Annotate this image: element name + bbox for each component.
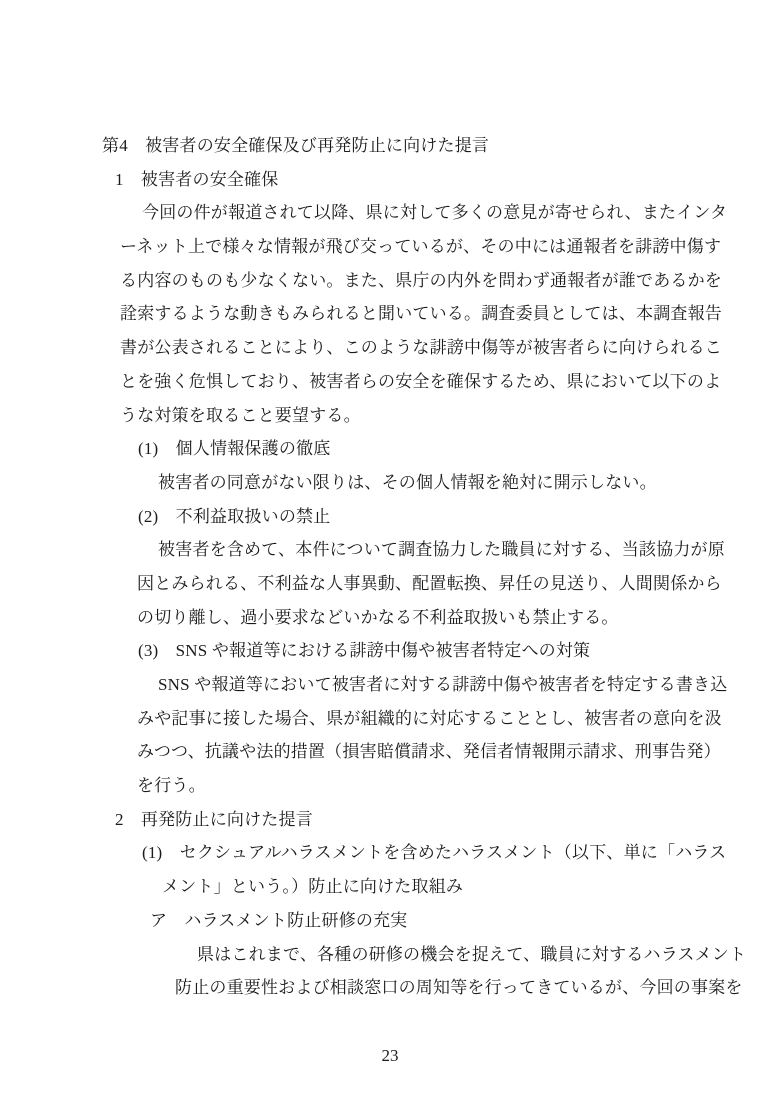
text-line: ーネット上で様々な情報が飛び交っているが、その中には通報者を誹謗中傷す <box>120 237 722 257</box>
document-body <box>102 129 747 1005</box>
text-line: 書が公表されることにより、このような誹謗中傷等が被害者らに向けられるこ <box>120 338 722 358</box>
text-line: (1) セクシュアルハラスメントを含めたハラスメント（以下、単に「ハラス <box>142 843 727 863</box>
text-line: 第4 被害者の安全確保及び再発防止に向けた提言 <box>102 136 490 155</box>
page-number: 23 <box>381 1046 399 1065</box>
text-line: 県はこれまで、各種の研修の機会を捉えて、職員に対するハラスメント <box>197 944 747 964</box>
text-line: みや記事に接した場合、県が組織的に対応することとし、被害者の意向を汲 <box>137 708 722 728</box>
text-line: ア ハラスメント防止研修の充実 <box>150 910 408 930</box>
text-line: 防止の重要性および相談窓口の周知等を行ってきているが、今回の事案を <box>175 978 743 998</box>
text-line: る内容のものも少なくない。また、県庁の内外を問わず通報者が誰であるかを <box>120 270 722 290</box>
text-line: を行う。 <box>137 776 206 796</box>
text-line: うな対策を取ること要望する。 <box>120 405 361 425</box>
text-line: 1 被害者の安全確保 <box>115 169 279 189</box>
text-line: とを強く危惧しており、被害者らの安全を確保するため、県において以下のよ <box>120 371 722 391</box>
text-line: 詮索するような動きもみられると聞いている。調査委員としては、本調査報告 <box>120 304 722 324</box>
text-line: 2 再発防止に向けた提言 <box>115 809 313 829</box>
text-line: (2) 不利益取扱いの禁止 <box>138 506 331 526</box>
text-line: の切り離し、過小要求などいかなる不利益取扱いも禁止する。 <box>137 607 619 627</box>
text-line: みつつ、抗議や法的措置（損害賠償請求、発信者情報開示請求、刑事告発） <box>137 742 721 762</box>
text-line: 被害者を含めて、本件について調査協力した職員に対する、当該協力が原 <box>158 540 725 560</box>
text-line: (1) 個人情報保護の徹底 <box>138 439 331 459</box>
text-line: (3) SNS や報道等における誹謗中傷や被害者特定への対策 <box>138 641 591 661</box>
text-line: SNS や報道等において被害者に対する誹謗中傷や被害者を特定する書き込 <box>158 675 728 694</box>
text-line: 因とみられる、不利益な人事異動、配置転換、昇任の見送り、人間関係から <box>137 573 722 593</box>
text-line: メント」という。）防止に向けた取組み <box>162 877 464 897</box>
text-line: 今回の件が報道されて以降、県に対して多くの意見が寄せられ、またインタ <box>142 203 728 223</box>
text-line: 被害者の同意がない限りは、その個人情報を絶対に開示しない。 <box>158 472 657 492</box>
